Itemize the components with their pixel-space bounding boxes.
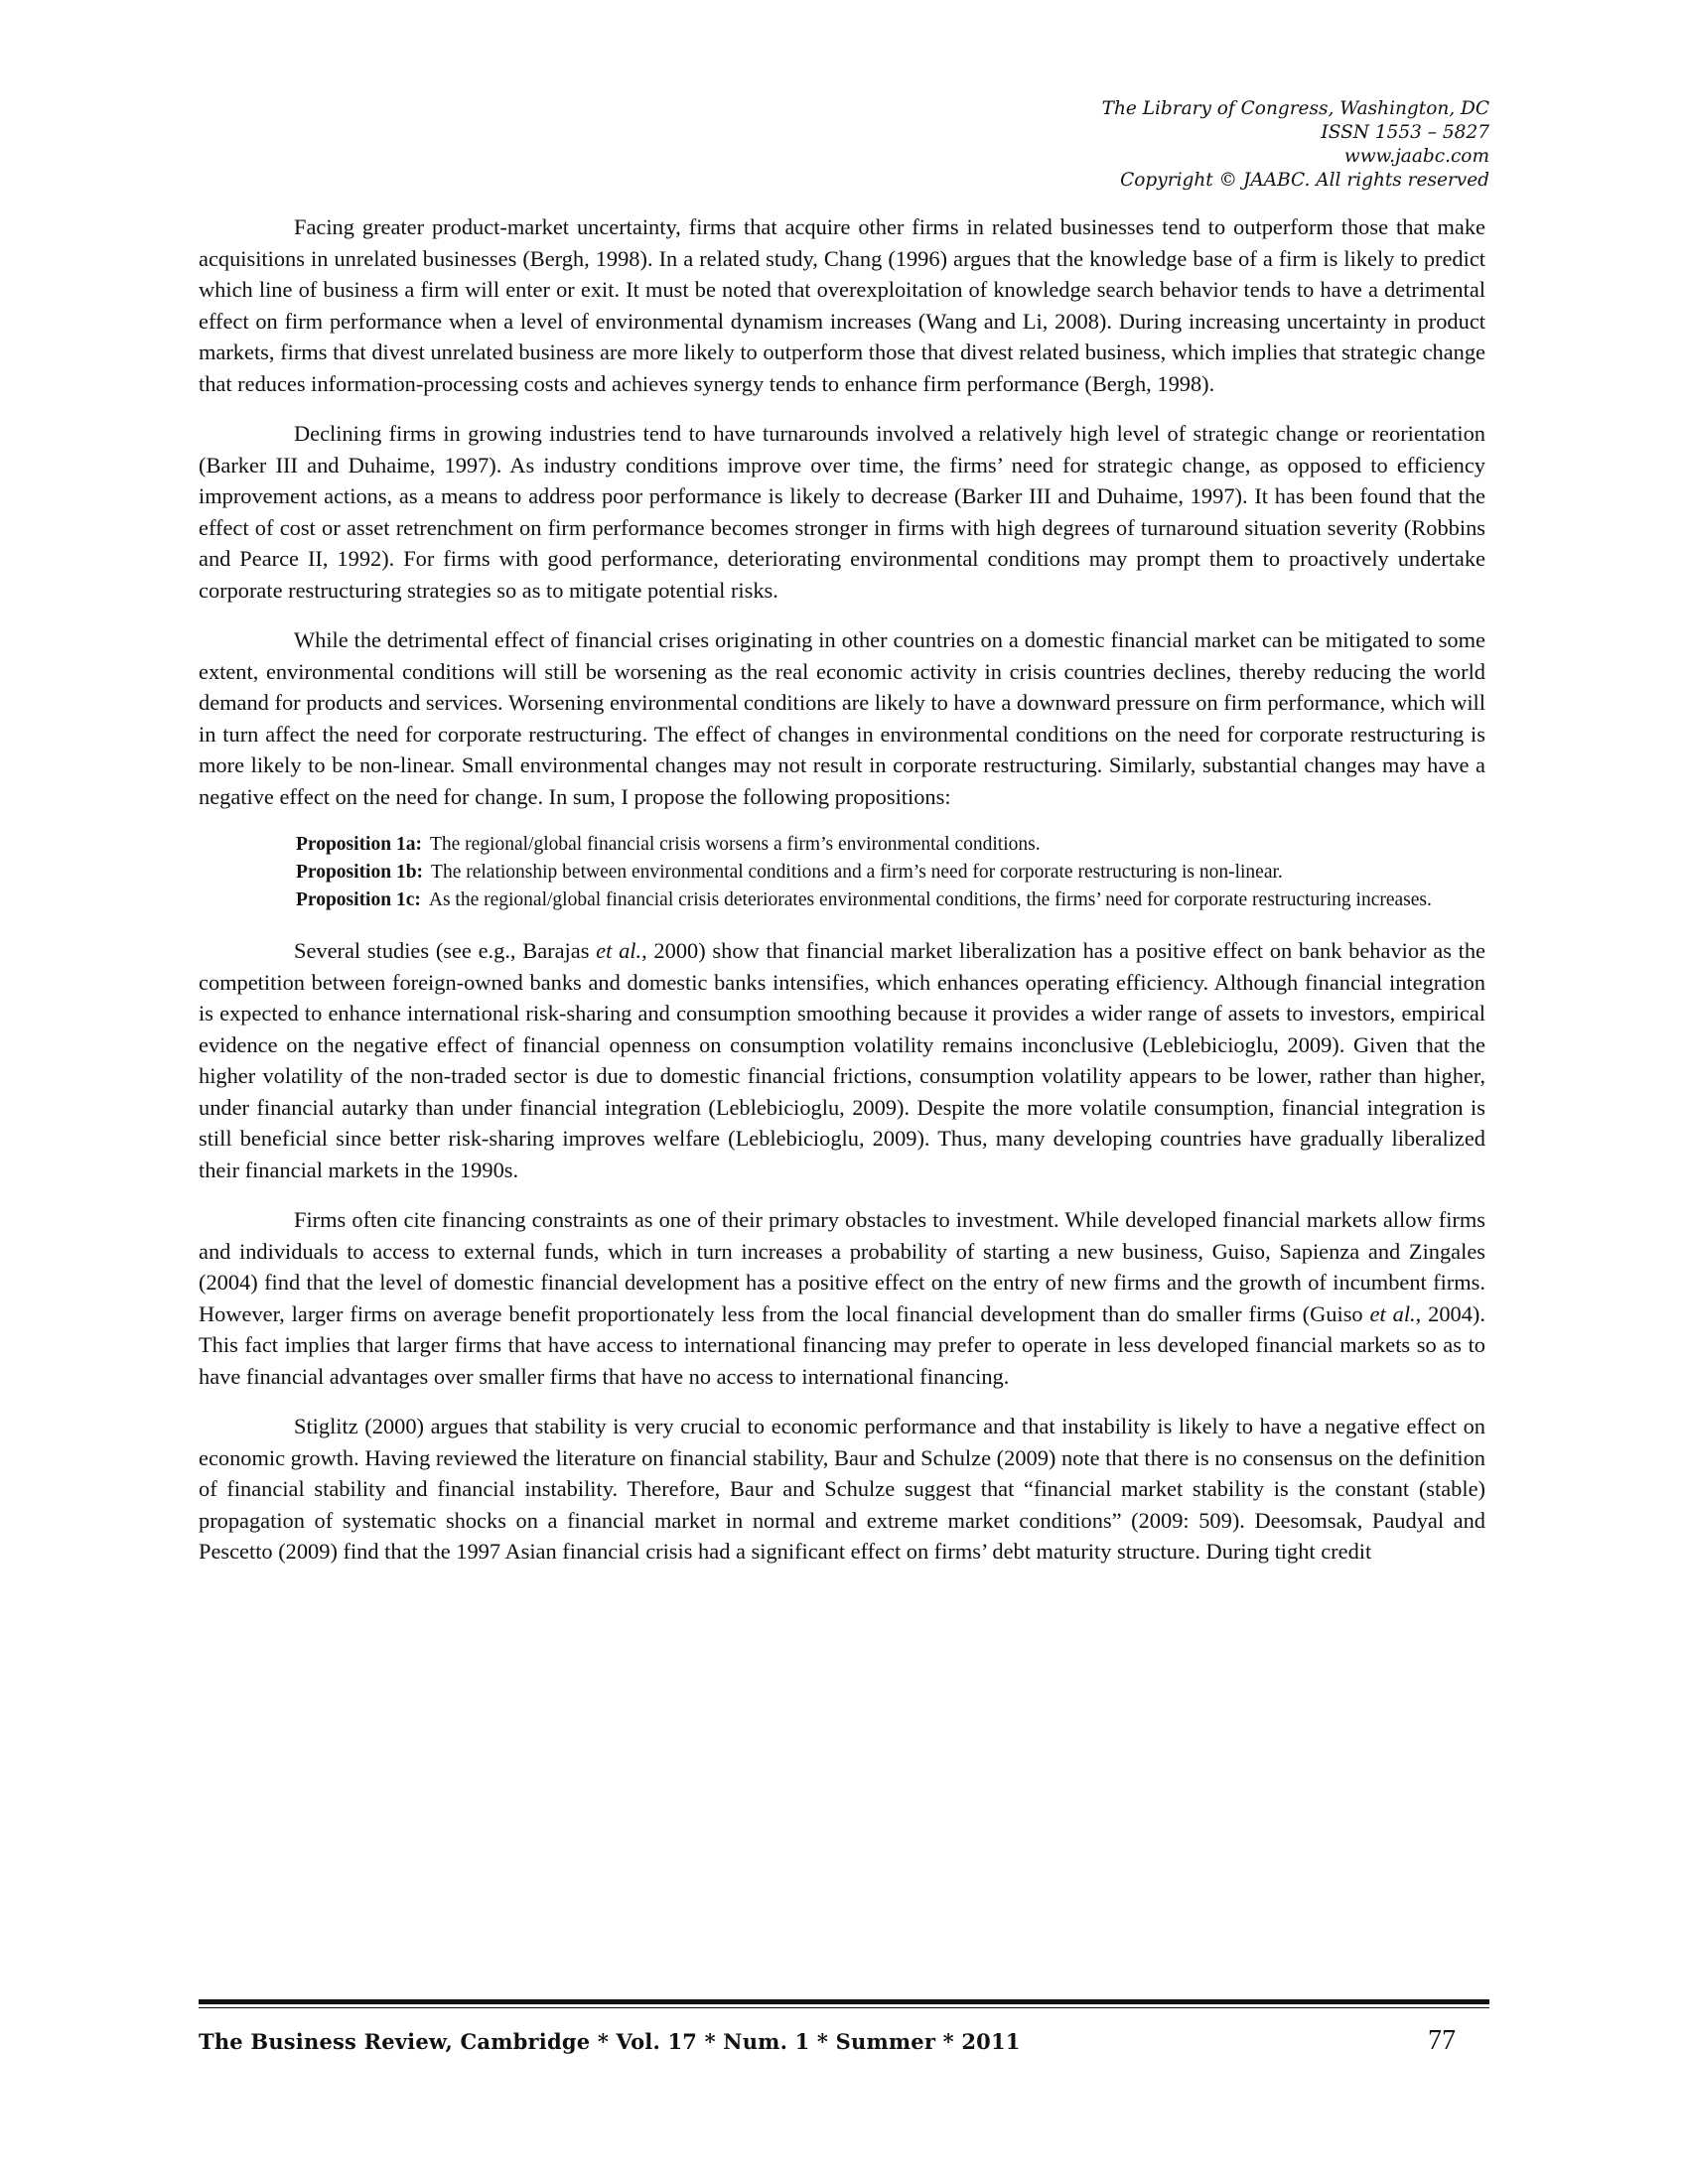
et-al-citation: et al. xyxy=(1369,1300,1416,1326)
proposition-1c xyxy=(296,887,1485,914)
paragraph-2: Declining firms in growing industries tend to have turnarounds involved a relatively high level of strategic change or reorientation (Barker III and Duhaime, 1997). As industry conditions improve over time, the firms’ need for strategic change, as opposed to efficiency improvement actions, as a means to address poor performance is likely to decrease (Barker III and Duhaime, 1997). It has been found that the effect of cost or asset retrenchment on firm performance becomes stronger in firms with high degrees of turnaround situation severity (Robbins and Pearce II, 1992). For firms with good performance, deteriorating environmental conditions may prompt them to proactively undertake corporate restructuring strategies so as to mitigate potential risks. xyxy=(199,421,1485,603)
paragraph-6: Stiglitz (2000) argues that stability is very crucial to economic performance and that instability is likely to have a negative effect on economic growth. Having reviewed the literature on financial stability, Baur and Schulze (2009) note that there is no consensus on the definition of financial stability and financial instability. Therefore, Baur and Schulze suggest that “financial market stability is the constant (stable) propagation of systematic shocks on a financial market in normal and extreme market conditions” (2009: 509). Deesomsak, Paudyal and Pescetto (2009) find that the 1997 Asian financial crisis had a significant effect on firms’ debt maturity structure. During tight credit xyxy=(199,1414,1485,1564)
footer-journal-title: The Business Review, Cambridge * Vol. 17 * Num. 1 * Summer * 2011 xyxy=(199,2029,1021,2054)
article-body xyxy=(199,211,1485,1586)
page-number: 77 xyxy=(1428,2025,1456,2056)
paragraph-4 xyxy=(199,935,1485,1185)
proposition-1b xyxy=(296,859,1485,887)
et-al-citation: et al. xyxy=(596,938,642,963)
proposition-label: Proposition 1c: xyxy=(296,889,421,910)
paragraph-4-text-start: Several studies (see e.g., Barajas xyxy=(294,938,597,963)
proposition-label: Proposition 1a: xyxy=(296,834,422,855)
header-issn: ISSN 1553 – 5827 xyxy=(1321,122,1489,143)
page-header xyxy=(1102,97,1489,193)
proposition-text: The regional/global financial crisis worsens a firm’s environmental conditions. xyxy=(429,834,1041,855)
proposition-label: Proposition 1b: xyxy=(296,862,424,883)
footer-rule xyxy=(199,1999,1489,2008)
proposition-text: The relationship between environmental conditions and a firm’s need for corporate restructuring is non-linear. xyxy=(431,862,1283,883)
paragraph-3: While the detrimental effect of financial crises originating in other countries on a domestic financial market can be mitigated to some extent, environmental conditions will still be worsening as the real economic activity in crisis countries declines, thereby reducing the world demand for products and services. Worsening environmental conditions are likely to have a downward pressure on firm performance, which will in turn affect the need for corporate restructuring. The effect of changes in environmental conditions on the need for corporate restructuring is more likely to be non-linear. Small environmental changes may not result in corporate restructuring. Similarly, substantial changes may have a negative effect on the need for change. In sum, I propose the following propositions: xyxy=(199,627,1485,809)
paragraph-5-text-start: Firms often cite financing constraints as one of their primary obstacles to investment. While developed financial markets allow firms and individuals to access to external funds, which in turn increases a probability of starting a new business, Guiso, Sapienza and Zingales (2004) find that the level of domestic financial development has a positive effect on the entry of new firms and the growth of incumbent firms. However, larger firms on average benefit proportionately less from the local financial development than do smaller firms (Guiso xyxy=(199,1207,1485,1326)
paragraph-5 xyxy=(199,1204,1485,1392)
propositions-list xyxy=(296,831,1485,914)
header-website: www.jaabc.com xyxy=(1343,146,1489,167)
header-copyright: Copyright © JAABC. All rights reserved xyxy=(1120,170,1489,191)
paragraph-5-text-end: , 2004). This fact implies that larger firms that have access to international financing may prefer to operate in less developed financial markets so as to have financial advantages over smaller firms that have no access to international financing. xyxy=(199,1300,1485,1389)
page-footer xyxy=(199,2025,1489,2057)
proposition-text: As the regional/global financial crisis deteriorates environmental conditions, the firms’ need for corporate restructuring increases. xyxy=(428,889,1432,910)
paragraph-1: Facing greater product-market uncertainty, firms that acquire other firms in related businesses tend to outperform those that make acquisitions in unrelated businesses (Bergh, 1998). In a related study, Chang (1996) argues that the knowledge base of a firm is likely to predict which line of business a firm will enter or exit. It must be noted that overexploitation of knowledge search behavior tends to have a detrimental effect on firm performance when a level of environmental dynamism increases (Wang and Li, 2008). During increasing uncertainty in product markets, firms that divest unrelated business are more likely to outperform those that divest related business, which implies that strategic change that reduces information-processing costs and achieves synergy tends to enhance firm performance (Bergh, 1998). xyxy=(199,214,1485,396)
proposition-1a xyxy=(296,831,1485,859)
paragraph-4-text-end: , 2000) show that financial market liberalization has a positive effect on bank behavior as the competition between foreign-owned banks and domestic banks intensifies, which enhances operating efficiency. Although financial integration is expected to enhance international risk-sharing and consumption smoothing because it provides a wider range of assets to investors, empirical evidence on the negative effect of financial openness on consumption volatility remains inconclusive (Leblebicioglu, 2009). Given that the higher volatility of the non-traded sector is due to domestic financial frictions, consumption volatility appears to be lower, rather than higher, under financial autarky than under financial integration (Leblebicioglu, 2009). Despite the more volatile consumption, financial integration is still beneficial since better risk-sharing improves welfare (Leblebicioglu, 2009). Thus, many developing countries have gradually liberalized their financial markets in the 1990s. xyxy=(199,938,1485,1182)
header-library: The Library of Congress, Washington, DC xyxy=(1101,98,1489,119)
